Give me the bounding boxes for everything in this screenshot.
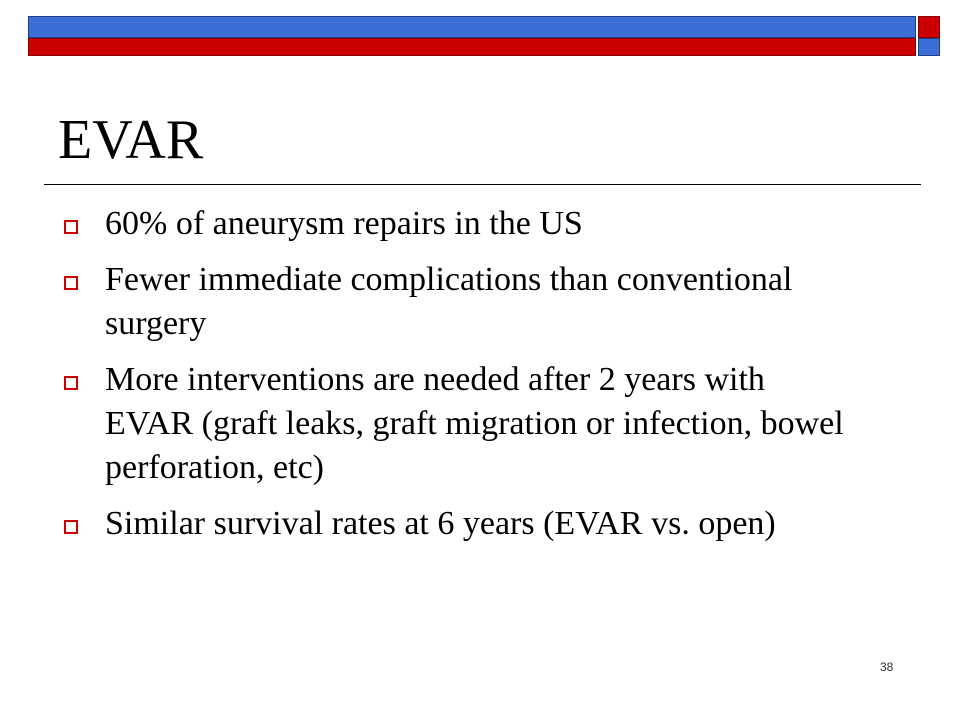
hollow-square-bullet-icon: [64, 220, 78, 234]
bullet-text: More interventions are needed after 2 years with EVAR (graft leaks, graft migration or infection, bowel perforation, etc): [105, 361, 844, 486]
header-bar-red: [28, 38, 916, 56]
bullet-item: [60, 358, 860, 490]
bullet-text: 60% of aneurysm repairs in the US: [105, 205, 583, 242]
hollow-square-bullet-icon: [64, 520, 78, 534]
header-corner-blue-square: [918, 38, 940, 56]
header-corner-red-square: [918, 16, 940, 38]
bullet-item: [60, 258, 860, 346]
bullet-text: Similar survival rates at 6 years (EVAR vs. open): [105, 505, 776, 542]
title-divider: [44, 184, 921, 185]
bullet-list: [60, 202, 860, 558]
page-number: 38: [880, 660, 894, 674]
bullet-item: [60, 502, 860, 546]
slide-title: EVAR: [58, 109, 204, 171]
hollow-square-bullet-icon: [64, 376, 78, 390]
header-bar-blue: [28, 16, 916, 38]
bullet-item: [60, 202, 860, 246]
bullet-text: Fewer immediate complications than conventional surgery: [105, 261, 793, 342]
hollow-square-bullet-icon: [64, 276, 78, 290]
